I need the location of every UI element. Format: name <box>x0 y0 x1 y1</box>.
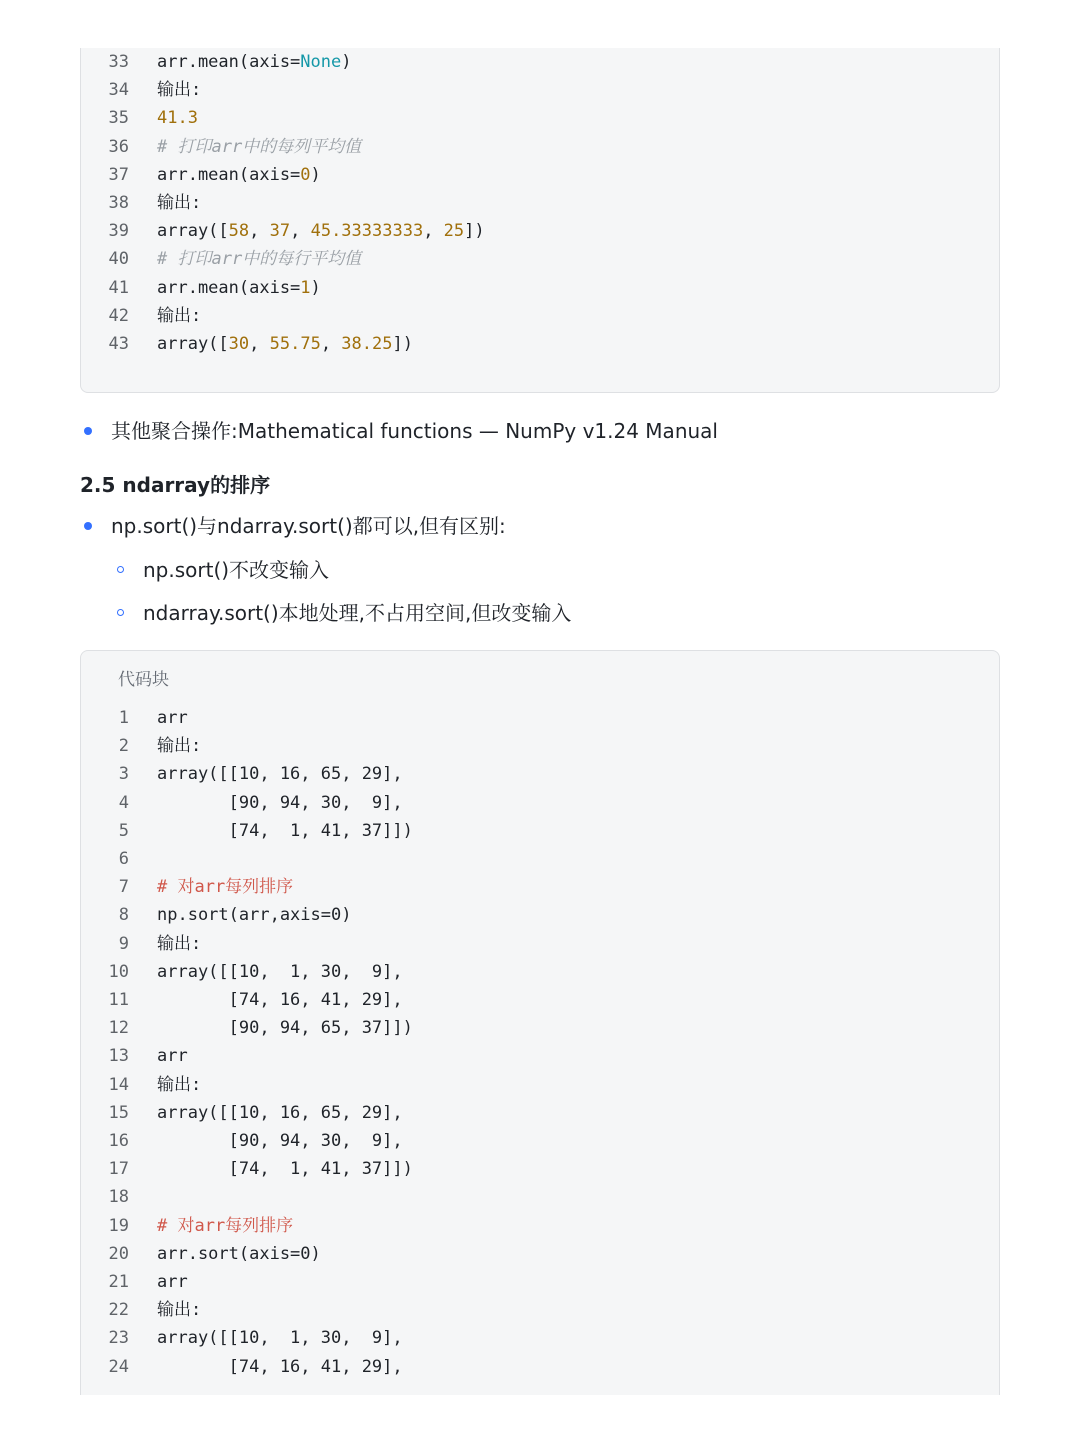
code-text <box>157 104 198 132</box>
line-number: 14 <box>108 1074 129 1095</box>
line-number: 22 <box>108 1300 129 1321</box>
code-token: 25 <box>443 221 465 242</box>
code-token: 30 <box>228 334 250 354</box>
line-number: 18 <box>108 1187 129 1208</box>
code-token: 1 <box>300 277 311 298</box>
code-line <box>81 189 999 217</box>
code-text <box>157 1324 403 1352</box>
code-token: [74, 16, 41, 29], <box>157 990 403 1010</box>
code-token: [90, 94, 30, 9], <box>157 1131 403 1151</box>
code-text <box>157 1042 188 1070</box>
bullet-dot <box>84 522 92 530</box>
code-token: [74, 16, 41, 29], <box>157 1356 403 1377</box>
code-token: array([[10, 1, 30, 9], <box>157 961 403 982</box>
code-token: array([[10, 16, 65, 29], <box>157 764 403 785</box>
code-token: [90, 94, 65, 37]]) <box>157 1018 413 1039</box>
line-number: 5 <box>118 820 129 841</box>
bullet-dot <box>84 427 92 435</box>
code-line <box>81 958 999 986</box>
line-number: 21 <box>108 1272 129 1292</box>
code-text <box>157 1240 321 1268</box>
code-text <box>157 274 321 302</box>
code-line <box>81 161 999 189</box>
code-line <box>81 1324 999 1352</box>
code-token: None <box>300 52 342 72</box>
line-number: 40 <box>108 249 129 270</box>
code-token: 输出: <box>157 1074 202 1095</box>
line-number: 36 <box>108 136 129 157</box>
code-token: ) <box>310 277 321 298</box>
code-token: 41.3 <box>157 108 198 129</box>
code-token: , <box>320 334 342 354</box>
code-block-title: 代码块 <box>118 670 169 690</box>
line-number: 7 <box>118 877 129 898</box>
code-token: 输出: <box>157 193 202 213</box>
code-token: arr <box>157 1046 188 1067</box>
code-line <box>81 789 999 817</box>
code-token: 输出: <box>157 1300 202 1321</box>
sub-bullet-circle <box>117 566 124 573</box>
line-number: 35 <box>108 108 129 129</box>
code-token: , <box>290 221 311 242</box>
sub-bullet-np-sort: np.sort()不改变输入 <box>143 558 330 582</box>
code-token: arr.mean(axis= <box>157 277 301 298</box>
line-number: 3 <box>118 764 129 785</box>
code-line <box>81 817 999 845</box>
code-line <box>81 845 999 873</box>
code-token: ) <box>341 52 352 72</box>
line-number: 41 <box>108 277 129 298</box>
code-line <box>81 302 999 330</box>
line-number: 38 <box>108 193 129 213</box>
code-text <box>157 1014 413 1042</box>
line-number: 1 <box>118 708 129 728</box>
code-line <box>81 1042 999 1070</box>
code-token: 输出: <box>157 80 202 101</box>
code-token: 输出: <box>157 305 202 326</box>
line-number: 37 <box>108 164 129 185</box>
line-number: 8 <box>118 905 129 926</box>
code-token: 0 <box>300 164 311 185</box>
code-text <box>157 789 403 817</box>
sub-bullet-circle <box>117 609 124 616</box>
code-text <box>157 958 403 986</box>
code-text <box>157 1099 403 1127</box>
line-number: 20 <box>108 1243 129 1264</box>
line-number: 33 <box>108 52 129 72</box>
code-token: 58 <box>228 221 250 242</box>
code-token: # 对arr每列排序 <box>157 1215 294 1236</box>
code-token: , <box>423 221 444 242</box>
code-token: 输出: <box>157 736 202 757</box>
code-line <box>81 1240 999 1268</box>
code-line <box>81 1099 999 1127</box>
code-text <box>157 1212 293 1240</box>
code-text <box>157 760 403 788</box>
code-line <box>81 760 999 788</box>
code-line <box>81 873 999 901</box>
code-line <box>81 217 999 245</box>
line-number: 23 <box>108 1328 129 1349</box>
line-number: 9 <box>118 933 129 954</box>
code-token: , <box>249 334 270 354</box>
code-text <box>157 1155 413 1183</box>
code-line <box>81 48 999 76</box>
code-token: 55.75 <box>269 334 321 354</box>
line-number: 15 <box>108 1102 129 1123</box>
code-token: # 对arr每列排序 <box>157 877 294 898</box>
code-token: ]) <box>392 334 413 354</box>
code-text <box>157 133 361 161</box>
code-line <box>81 133 999 161</box>
code-line <box>81 1183 999 1211</box>
code-text <box>157 930 201 958</box>
code-token: array([ <box>157 221 229 242</box>
code-token: array([[10, 1, 30, 9], <box>157 1328 403 1349</box>
code-line <box>81 1155 999 1183</box>
code-token: # 打印arr中的每列平均值 <box>157 136 362 157</box>
section-heading: 2.5 ndarray的排序 <box>80 473 271 497</box>
code-line <box>81 986 999 1014</box>
line-number: 6 <box>118 849 129 869</box>
code-text <box>157 161 321 189</box>
code-text <box>157 189 201 217</box>
bullet-other-ops: 其他聚合操作:Mathematical functions — NumPy v1.24 Manual <box>111 419 718 443</box>
code-token: np.sort(arr,axis=0) <box>157 905 352 926</box>
code-token: arr.sort(axis=0) <box>157 1243 321 1264</box>
code-text <box>157 732 201 760</box>
line-number: 2 <box>118 736 129 757</box>
line-number: 24 <box>108 1356 129 1377</box>
code-line <box>81 1014 999 1042</box>
code-line <box>81 1268 999 1296</box>
code-text <box>157 1296 201 1324</box>
line-number: 17 <box>108 1159 129 1180</box>
code-token: # 打印arr中的每行平均值 <box>157 249 362 270</box>
code-text <box>157 302 201 330</box>
code-line <box>81 274 999 302</box>
code-text <box>157 1353 403 1381</box>
code-text <box>157 76 201 104</box>
code-line <box>81 1071 999 1099</box>
code-token: [74, 1, 41, 37]]) <box>157 1159 413 1180</box>
line-number: 19 <box>108 1215 129 1236</box>
code-line <box>81 732 999 760</box>
code-line <box>81 330 999 358</box>
line-number: 34 <box>108 80 129 101</box>
code-text <box>157 217 485 245</box>
code-text <box>157 245 361 273</box>
line-number: 13 <box>108 1046 129 1067</box>
line-number: 16 <box>108 1131 129 1151</box>
line-number: 43 <box>108 334 129 354</box>
line-number: 4 <box>118 792 129 813</box>
code-token: 45.33333333 <box>310 221 424 242</box>
code-text <box>157 817 413 845</box>
code-line <box>81 1127 999 1155</box>
code-text <box>157 704 188 732</box>
code-token: arr.mean(axis= <box>157 52 301 72</box>
code-token: ]) <box>464 221 485 242</box>
code-line <box>81 1212 999 1240</box>
bullet-sort-diff: np.sort()与ndarray.sort()都可以,但有区别: <box>111 514 506 538</box>
code-token: [90, 94, 30, 9], <box>157 792 403 813</box>
code-text <box>157 330 413 358</box>
code-token: arr <box>157 708 188 728</box>
line-number: 11 <box>108 990 129 1010</box>
code-line <box>81 76 999 104</box>
code-token: , <box>249 221 270 242</box>
code-line <box>81 104 999 132</box>
code-text <box>157 1268 188 1296</box>
code-token: arr <box>157 1272 188 1292</box>
code-token: 输出: <box>157 933 202 954</box>
line-number: 39 <box>108 221 129 242</box>
code-text <box>157 901 351 929</box>
code-token: array([[10, 16, 65, 29], <box>157 1102 403 1123</box>
code-text <box>157 48 352 76</box>
code-text <box>157 873 293 901</box>
line-number: 42 <box>108 305 129 326</box>
code-line <box>81 704 999 732</box>
code-token: array([ <box>157 334 229 354</box>
code-text <box>157 1127 403 1155</box>
line-number: 12 <box>108 1018 129 1039</box>
code-token: ) <box>310 164 321 185</box>
code-token: arr.mean(axis= <box>157 164 301 185</box>
code-line <box>81 245 999 273</box>
code-token: [74, 1, 41, 37]]) <box>157 820 413 841</box>
code-line <box>81 901 999 929</box>
code-text <box>157 1071 201 1099</box>
code-block-mean <box>80 48 1000 393</box>
code-block-sort <box>80 650 1000 1395</box>
code-token: 37 <box>269 221 291 242</box>
code-text <box>157 986 403 1014</box>
code-line <box>81 1353 999 1381</box>
sub-bullet-ndarray-sort: ndarray.sort()本地处理,不占用空间,但改变输入 <box>143 601 572 625</box>
code-token: 38.25 <box>341 334 393 354</box>
code-line <box>81 930 999 958</box>
line-number: 10 <box>108 961 129 982</box>
code-line <box>81 1296 999 1324</box>
